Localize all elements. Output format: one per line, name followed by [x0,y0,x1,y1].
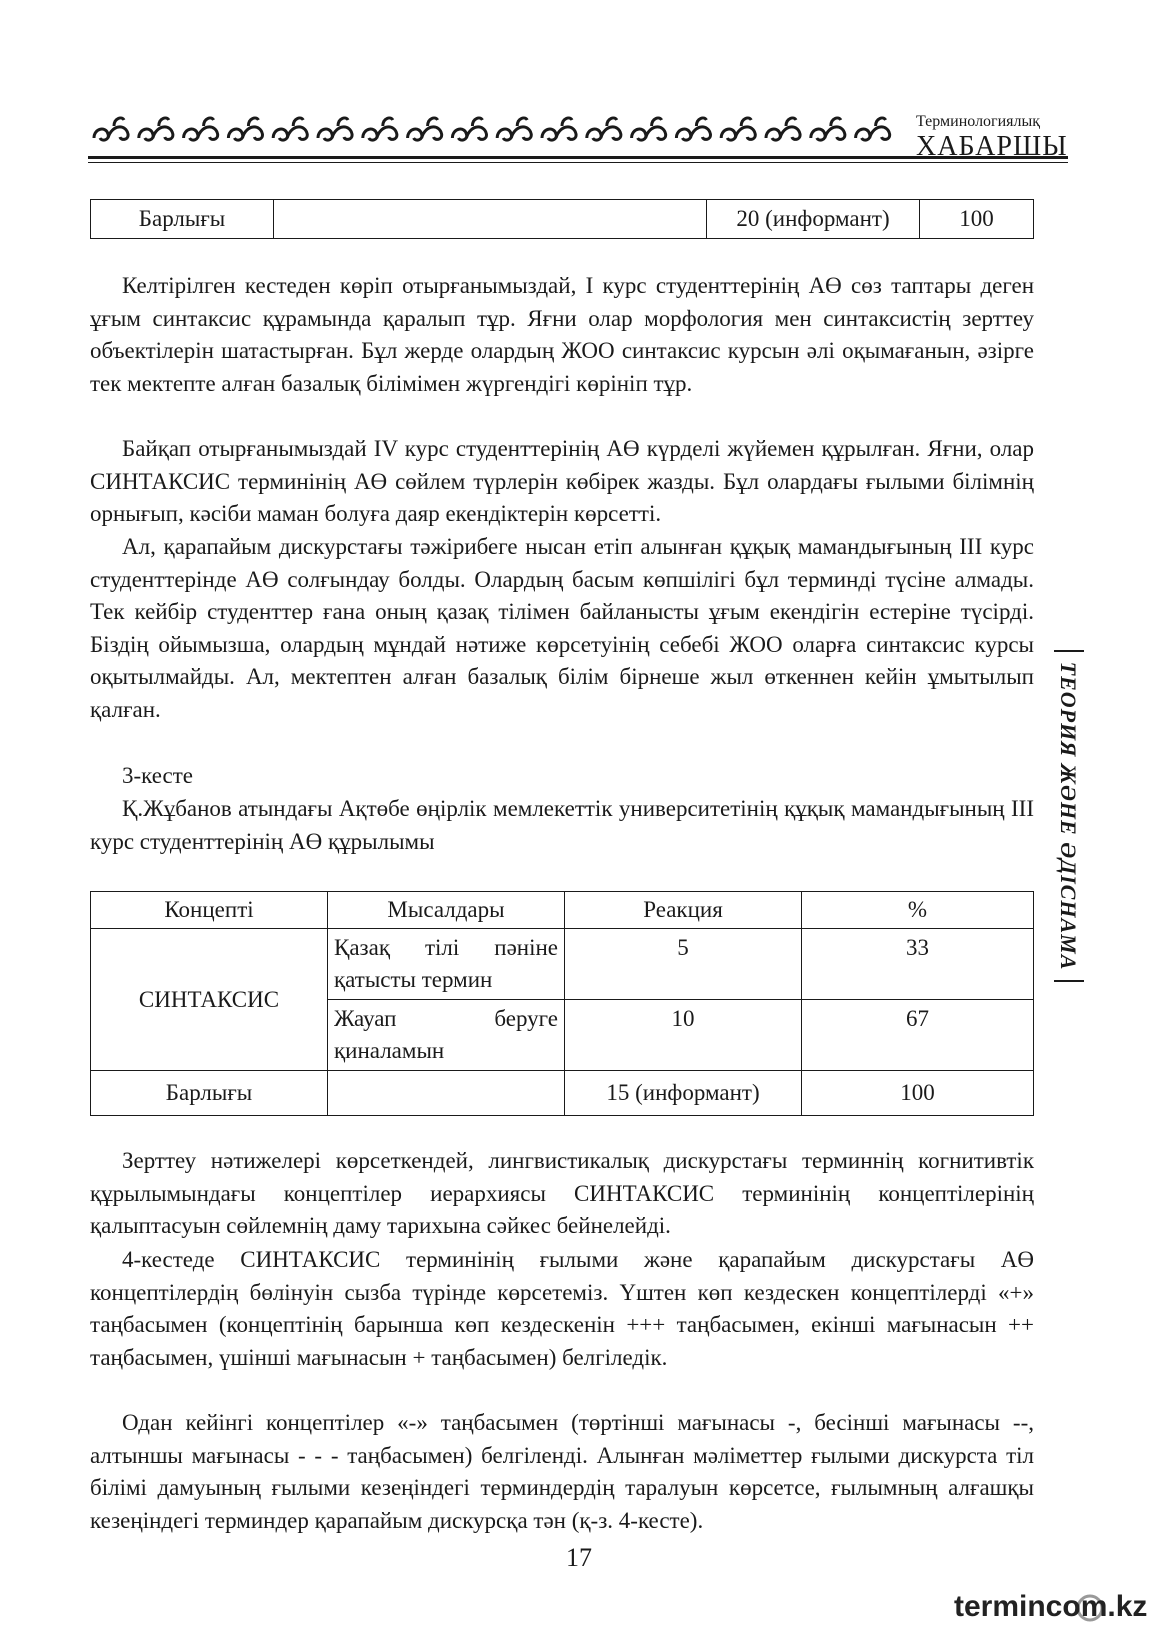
concept-cell: СИНТАКСИС [91,929,328,1071]
ornament-scroll [184,118,218,140]
total-reaction-cell: 15 (информант) [565,1071,802,1116]
journal-title-small: Терминологиялық [916,113,1041,130]
ornament-scroll [676,118,710,140]
table-caption: Қ.Жұбанов атындағы Ақтөбе өңірлік мемлекеттік университетінің құқық мамандығының III курс студенттерінің АӨ құрылымы [90,796,1034,854]
ornament-scroll [587,118,621,140]
ornament-scroll [273,118,307,140]
paragraph: Одан кейінгі концептілер «-» таңбасымен (төртінші мағынасы -, бесінші мағынасы --, алтыншы мағынасы - - - таңбасымен) белгіленді. Алынған мәліметтер ғылыми дискурста тіл білімі дамуының ғылыми кезеңіндегі терминдердің таралуын көрсетсе, ғылымның алғашқы кезеңіндегі терминдер қарапайым дискурсқа тән (қ-з. 4-кесте). [90,1410,1034,1533]
ornament-scroll [497,118,531,140]
table-row [91,200,1034,239]
table-cell: 100 [920,200,1034,239]
reaction-cell: 10 [565,1000,802,1071]
journal-title-big: ХАБАРШЫ [916,131,1068,162]
ornament-scroll [766,118,800,140]
ornament-scroll [632,118,666,140]
example-cell: Қазақ тілі пәніне қатысты термин [328,929,565,1000]
page-number: 17 [566,1543,592,1572]
table-header-cell: Мысалдары [328,892,565,929]
ornament-scroll [408,118,442,140]
reaction-cell: 5 [565,929,802,1000]
journal-title [916,112,1066,162]
ornament-scroll [318,118,352,140]
ornament-scroll [811,118,845,140]
paragraph: Байқап отырғанымыздай IV курс студенттерінің АӨ күрделі жүйемен құрылған. Яғни, олар СИНТАКСИС терминінің АӨ сөйлем түрлерін көбірек жазды. Бұл олардағы ғылыми білімнің орнығып, кәсіби маман болуға даяр екендіктерін көрсетті. [90,436,1034,526]
table-row [91,929,1034,1000]
total-percent-cell: 100 [802,1071,1034,1116]
total-label-cell: Барлығы [91,1071,328,1116]
header-rule-thin [88,162,1068,163]
table-total-row [91,1071,1034,1116]
table-header-row [91,892,1034,929]
percent-cell: 67 [802,1000,1034,1071]
table-top-total-row [90,199,1034,239]
table-header-cell: Реакция [565,892,802,929]
table-header-cell: Концепті [91,892,328,929]
side-rule-top [1054,650,1084,652]
ornament-scroll [721,118,755,140]
side-rule-bottom [1054,980,1084,982]
ornament-scroll [94,118,128,140]
ornament-scroll [363,118,397,140]
ornament-scroll [452,118,486,140]
paragraph: Зерттеу нәтижелері көрсеткендей, лингвистикалық дискурстағы терминнің когнитивтік құрылымындағы концептілер иерархиясы СИНТАКСИС терминінің концептілерінің қалыптасуын сөйлемнің даму тарихына сәйкес бейнелейді. [90,1148,1034,1238]
ornament-scroll [139,118,173,140]
table-cell: 20 (информант) [707,200,920,239]
table-cell: Барлығы [91,200,274,239]
scroll-ornament-icon [88,108,896,154]
paragraph: Ал, қарапайым дискурстағы тәжірибеге нысан етіп алынған құқық мамандығының III курс студенттерінде АӨ солғындау болды. Олардың басым көпшілігі бұл терминді түсіне алмады. Тек кейбір студенттер ғана оның қазақ тілімен байланысты ұғым екендігін естеріне түсірді. Біздің ойымызша, олардың мұндай нәтиже көрсетуінің себебі ЖОО оларға синтаксис курсы оқытылмайды. Ал, мектептен алған базалық білім бірнеше жыл өткеннен кейін ұмытылып қалған. [90,534,1034,722]
table-cell [274,200,707,239]
total-example-cell [328,1071,565,1116]
table-header-cell: % [802,892,1034,929]
table-label: 3-кесте [122,763,194,788]
header-rule [88,156,1068,159]
ornament-scroll [856,118,890,140]
table-3 [90,891,1034,1116]
paragraph: 4-кестеде СИНТАКСИС терминінің ғылыми және қарапайым дискурстағы АӨ концептілердің бөлінуін сызба түрінде көрсетеміз. Үштен көп кездескен концептілерді «+» таңбасымен (концептінің барынша көп кездескенін +++ таңбасымен, екінші мағынасын ++ таңбасымен, үшінші мағынасын + таңбасымен) белгіледік. [90,1247,1034,1370]
ornament-scroll [228,118,262,140]
ornament-scroll [542,118,576,140]
watermark-text: termincom.kz [954,1590,1148,1623]
percent-cell: 33 [802,929,1034,1000]
section-side-label: ТЕОРИЯ ЖӘНЕ ӘДІСНАМА [1056,661,1081,971]
example-cell: Жауап беруге қиналамын [328,1000,565,1071]
paragraph: Келтірілген кестеден көріп отырғанымыздай, I курс студенттерінің АӨ сөз таптары деген ұғым синтаксис құрамында қаралып тұр. Яғни олар морфология мен синтаксистің зерттеу объектілерін шатастырған. Бұл жерде олардың ЖОО синтаксис курсын әлі оқымағанын, әзірге тек мектепте алған базалық білімімен жүргендігі көрініп тұр. [90,273,1034,396]
